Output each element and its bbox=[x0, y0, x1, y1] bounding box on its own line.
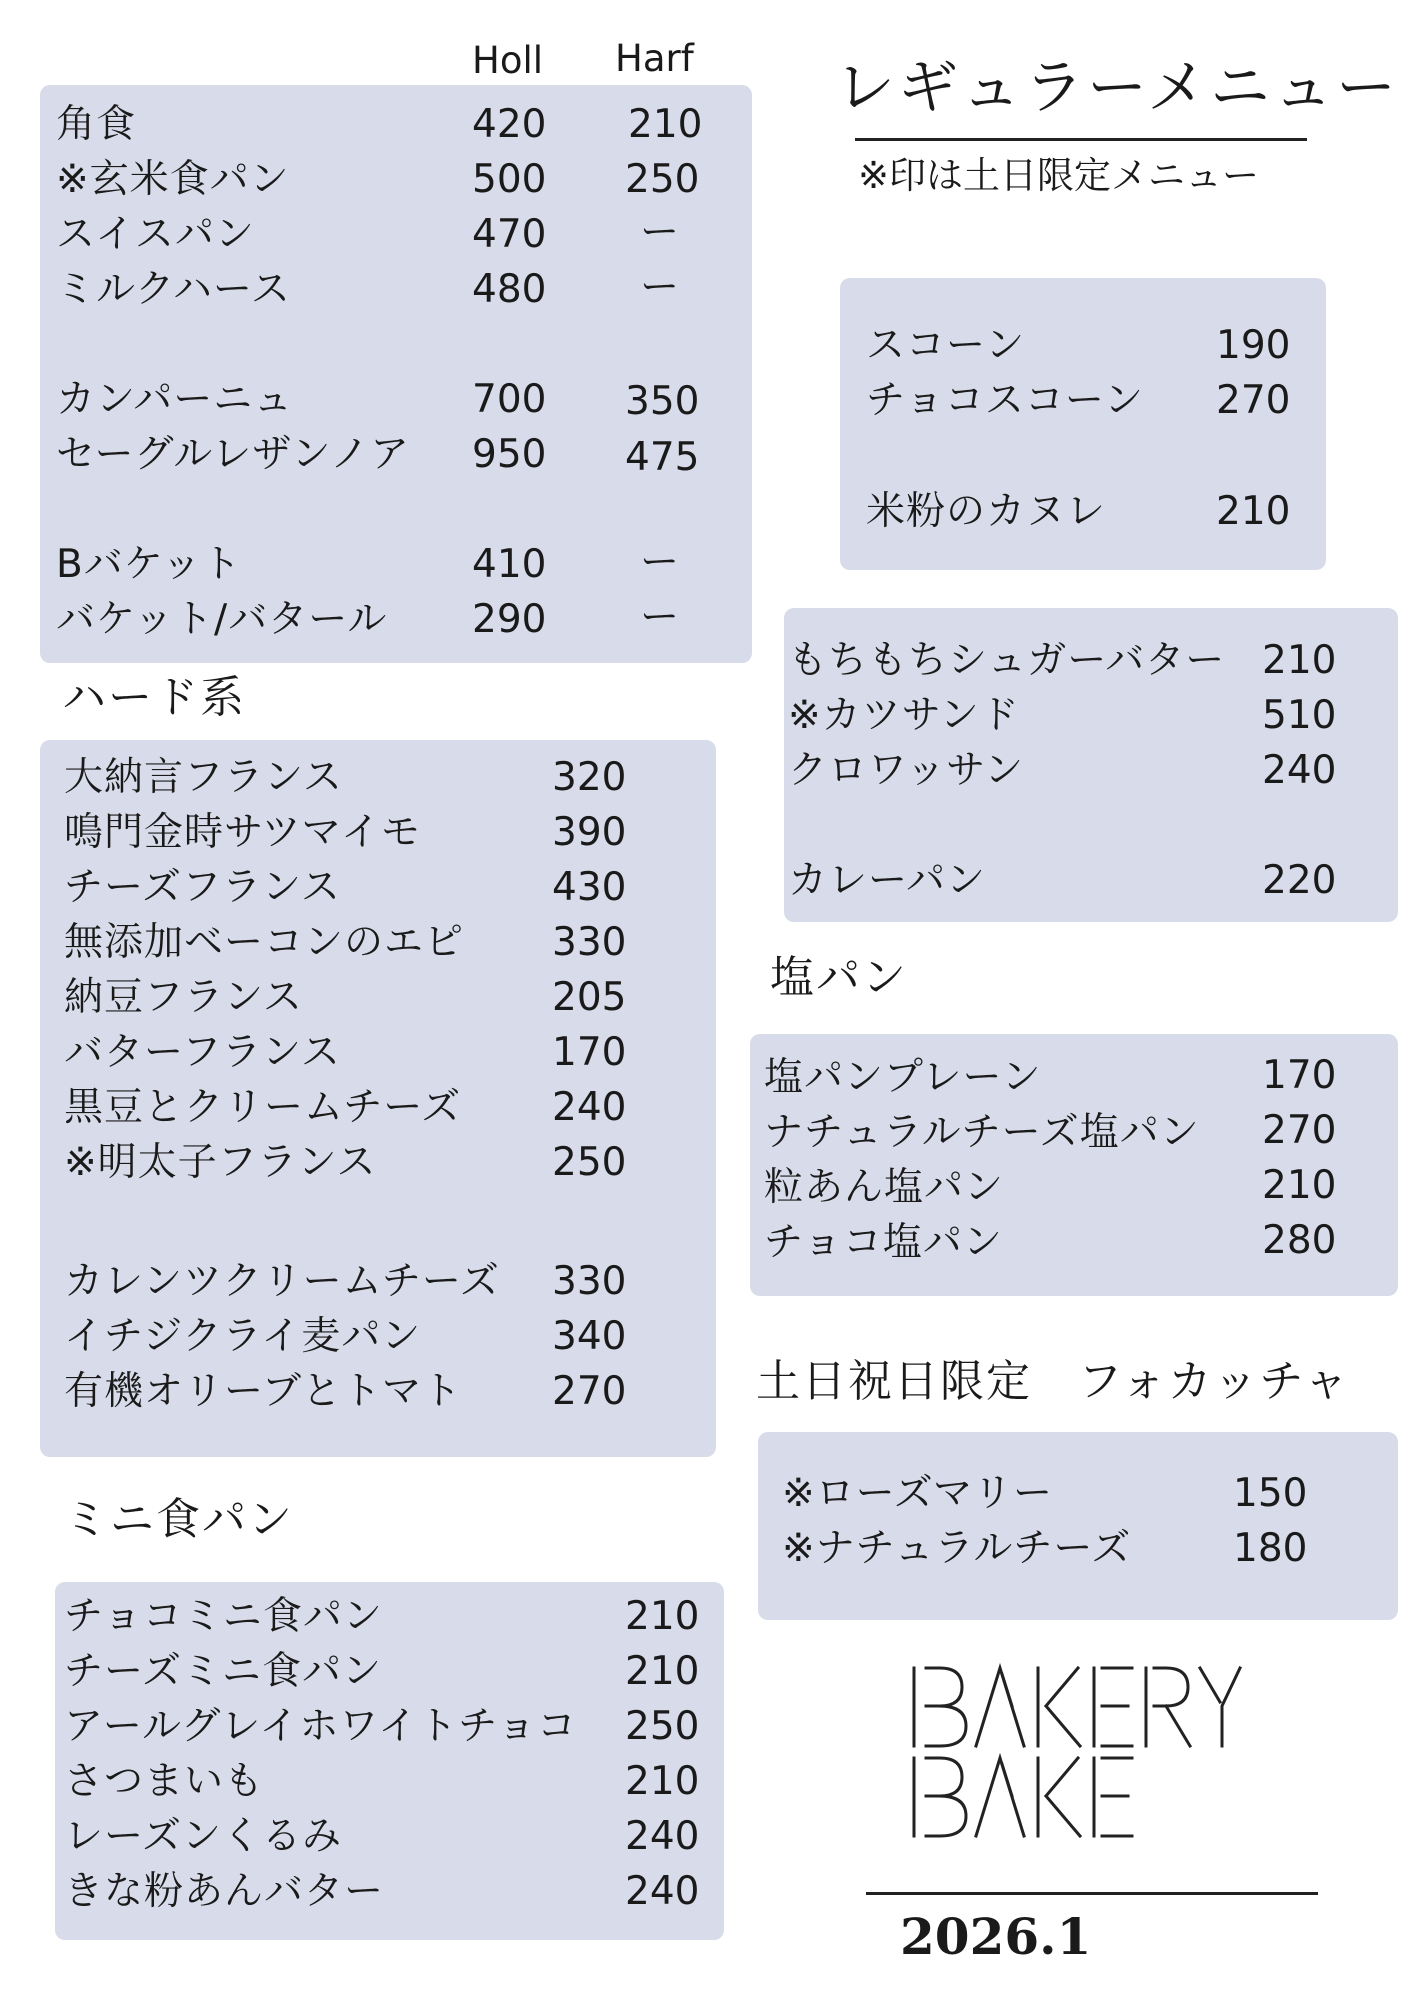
menu-item-whole-price: 420 bbox=[472, 102, 547, 147]
menu-item-half-price: ー bbox=[640, 595, 680, 640]
menu-item-price: 210 bbox=[1262, 638, 1337, 683]
menu-item-half-price: 350 bbox=[625, 379, 700, 424]
menu-item-name: スイスパン bbox=[56, 212, 255, 257]
menu-item-name: カレンツクリームチーズ bbox=[64, 1259, 500, 1304]
menu-item-price: 280 bbox=[1262, 1218, 1337, 1263]
section-title-salt: 塩パン bbox=[770, 952, 908, 1003]
menu-item-price: 430 bbox=[552, 865, 627, 910]
column-header-half: Harf bbox=[615, 37, 694, 80]
menu-item-name: 大納言フランス bbox=[64, 755, 343, 800]
menu-item-name: 有機オリーブとトマト bbox=[64, 1369, 463, 1414]
menu-item-price: 240 bbox=[625, 1814, 700, 1859]
menu-item-name: チョコ塩パン bbox=[764, 1220, 1003, 1265]
menu-item-whole-price: 500 bbox=[472, 157, 547, 202]
menu-item-name: 塩パンプレーン bbox=[764, 1055, 1042, 1100]
menu-item-name: バケット/バタール bbox=[56, 597, 388, 642]
menu-item-price: 270 bbox=[552, 1369, 627, 1414]
menu-item-price: 240 bbox=[552, 1085, 627, 1130]
menu-item-name: チーズフランス bbox=[64, 865, 341, 910]
menu-item-name: ※カツサンド bbox=[788, 693, 1020, 738]
column-header-whole: Holl bbox=[472, 39, 544, 82]
menu-item-name: チョコスコーン bbox=[866, 378, 1145, 423]
menu-item-name: 黒豆とクリームチーズ bbox=[64, 1085, 462, 1130]
menu-item-price: 210 bbox=[625, 1759, 700, 1804]
menu-item-name: ※玄米食パン bbox=[56, 157, 290, 202]
menu-item-price: 330 bbox=[552, 920, 627, 965]
menu-item-name: カレーパン bbox=[788, 858, 987, 903]
title-underline bbox=[855, 138, 1307, 141]
menu-item-whole-price: 410 bbox=[472, 542, 547, 587]
menu-item-name: 鳴門金時サツマイモ bbox=[64, 810, 421, 855]
menu-item-half-price: ー bbox=[640, 265, 680, 310]
bakery-logo bbox=[910, 1662, 1270, 1842]
menu-item-price: 210 bbox=[1216, 489, 1291, 534]
menu-item-price: 205 bbox=[552, 975, 627, 1020]
menu-item-name: もちもちシュガーバター bbox=[788, 638, 1226, 683]
menu-item-name: さつまいも bbox=[64, 1759, 265, 1804]
menu-item-name: 角食 bbox=[56, 102, 137, 147]
menu-item-name: レーズンくるみ bbox=[64, 1814, 343, 1859]
menu-item-name: チーズミニ食パン bbox=[64, 1649, 383, 1694]
menu-item-whole-price: 950 bbox=[472, 432, 547, 477]
menu-item-price: 210 bbox=[625, 1649, 700, 1694]
menu-item-half-price: 250 bbox=[625, 157, 700, 202]
menu-item-price: 170 bbox=[1262, 1053, 1337, 1098]
menu-item-name: ※明太子フランス bbox=[64, 1140, 377, 1185]
menu-item-price: 240 bbox=[625, 1869, 700, 1914]
footer-rule bbox=[866, 1892, 1318, 1895]
menu-item-price: 340 bbox=[552, 1314, 627, 1359]
menu-item-name: 無添加ベーコンのエピ bbox=[64, 920, 465, 965]
menu-item-whole-price: 700 bbox=[472, 377, 547, 422]
menu-item-price: 270 bbox=[1216, 378, 1291, 423]
menu-item-half-price: 475 bbox=[625, 435, 700, 480]
menu-item-name: きな粉あんバター bbox=[64, 1869, 385, 1914]
menu-item-price: 190 bbox=[1216, 323, 1291, 368]
menu-item-price: 390 bbox=[552, 810, 627, 855]
menu-item-half-price: ー bbox=[640, 540, 680, 585]
menu-item-price: 250 bbox=[625, 1704, 700, 1749]
menu-item-name: ミルクハース bbox=[56, 267, 291, 312]
menu-item-name: Bバケット bbox=[56, 542, 242, 587]
menu-item-name: カンパーニュ bbox=[56, 377, 294, 422]
menu-item-half-price: 210 bbox=[628, 102, 703, 147]
menu-item-name: チョコミニ食パン bbox=[64, 1594, 383, 1639]
menu-item-price: 180 bbox=[1233, 1526, 1308, 1571]
menu-item-whole-price: 480 bbox=[472, 267, 547, 312]
menu-item-name: ※ローズマリー bbox=[782, 1471, 1053, 1516]
menu-item-whole-price: 290 bbox=[472, 597, 547, 642]
menu-item-name: ※ナチュラルチーズ bbox=[782, 1526, 1132, 1571]
section-title-mini: ミニ食パン bbox=[64, 1494, 294, 1545]
menu-date: 2026.1 bbox=[900, 1907, 1092, 1966]
menu-item-price: 270 bbox=[1262, 1108, 1337, 1153]
menu-item-name: バターフランス bbox=[64, 1030, 341, 1075]
menu-item-price: 150 bbox=[1233, 1471, 1308, 1516]
menu-item-name: ナチュラルチーズ塩パン bbox=[764, 1110, 1200, 1155]
menu-item-name: 米粉のカヌレ bbox=[866, 489, 1107, 534]
menu-item-price: 170 bbox=[552, 1030, 627, 1075]
menu-item-price: 330 bbox=[552, 1259, 627, 1304]
menu-item-price: 250 bbox=[552, 1140, 627, 1185]
menu-item-whole-price: 470 bbox=[472, 212, 547, 257]
menu-item-name: アールグレイホワイトチョコ bbox=[64, 1704, 577, 1749]
weekend-note: ※印は土日限定メニュー bbox=[858, 154, 1260, 197]
section-title-hard: ハード系 bbox=[62, 672, 246, 723]
menu-item-price: 210 bbox=[625, 1594, 700, 1639]
menu-item-name: セーグルレザンノア bbox=[56, 432, 410, 477]
menu-item-price: 510 bbox=[1262, 693, 1337, 738]
menu-item-name: 納豆フランス bbox=[64, 975, 303, 1020]
section-title-focaccia: 土日祝日限定 フォカッチャ bbox=[756, 1356, 1351, 1407]
menu-item-name: スコーン bbox=[866, 323, 1026, 368]
menu-item-price: 320 bbox=[552, 755, 627, 800]
menu-item-price: 220 bbox=[1262, 858, 1337, 903]
menu-item-price: 240 bbox=[1262, 748, 1337, 793]
menu-item-name: クロワッサン bbox=[788, 748, 1025, 793]
page-title: レギュラーメニュー bbox=[835, 53, 1399, 123]
menu-item-price: 210 bbox=[1262, 1163, 1337, 1208]
menu-item-name: 粒あん塩パン bbox=[764, 1165, 1005, 1210]
menu-item-half-price: ー bbox=[640, 210, 680, 255]
menu-item-name: イチジクライ麦パン bbox=[64, 1314, 422, 1359]
